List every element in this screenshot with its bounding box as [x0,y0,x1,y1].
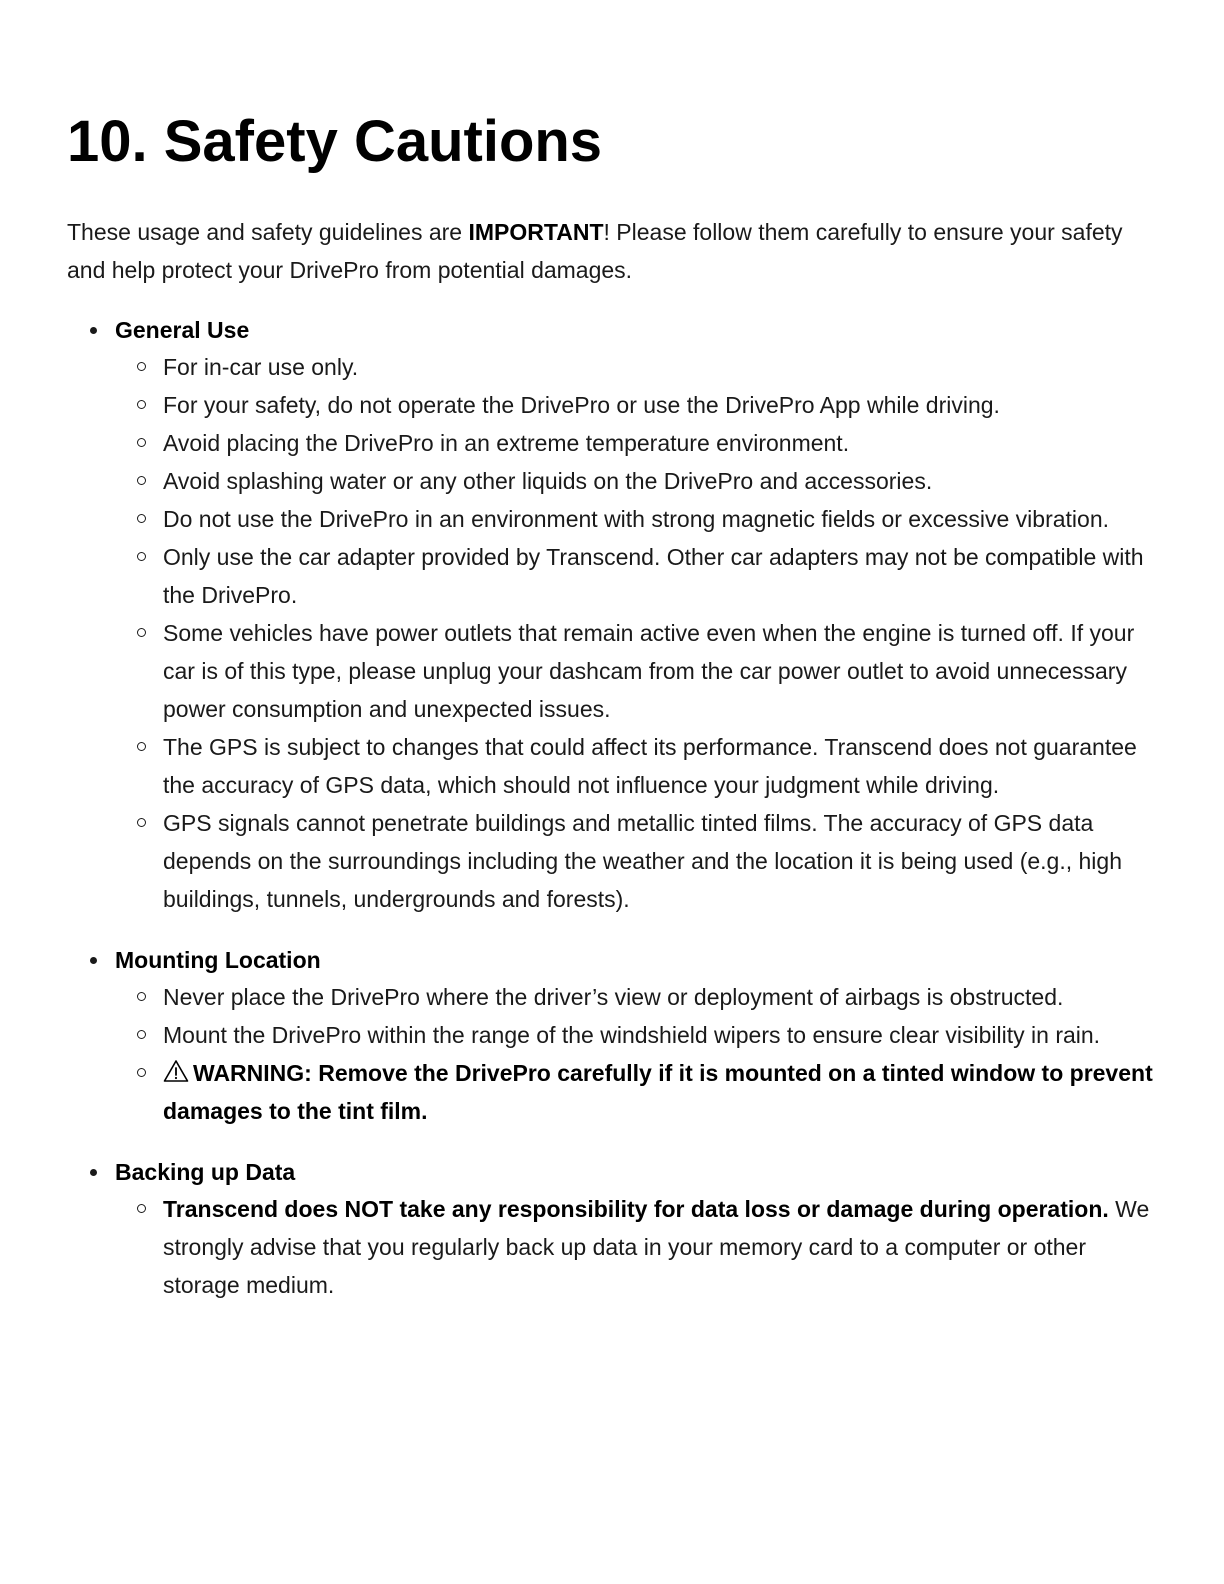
section-title: General Use [115,317,250,343]
list-item: Some vehicles have power outlets that remain active even when the engine is turned off. If your car is of this type, please unplug your dashcam from the car power outlet to avoid unnecessary power consumption and unexpected issues. [115,614,1153,728]
warning-text: WARNING: Remove the DrivePro carefully if it is mounted on a tinted window to prevent damages to the tint film. [163,1060,1153,1124]
list-item: Avoid placing the DrivePro in an extreme temperature environment. [115,424,1153,462]
list-item: The GPS is subject to changes that could affect its performance. Transcend does not guarantee the accuracy of GPS data, which should not influence your judgment while driving. [115,728,1153,804]
section-title: Backing up Data [115,1159,296,1185]
list-item: Never place the DrivePro where the driver’s view or deployment of airbags is obstructed. [115,978,1153,1016]
list-item [115,1190,1153,1304]
warning-item [115,1054,1153,1130]
intro-text-before: These usage and safety guidelines are [67,219,469,245]
backup-bold-text: Transcend does NOT take any responsibility for data loss or damage during operation. [163,1196,1109,1222]
general-use-items [115,348,1157,918]
section-title: Mounting Location [115,947,321,973]
section-backing-up-data [67,1154,1157,1304]
list-item: For in-car use only. [115,348,1153,386]
list-item: Mount the DrivePro within the range of the windshield wipers to ensure clear visibility in rain. [115,1016,1153,1054]
section-general-use [67,312,1157,918]
warning-triangle-icon [163,1056,189,1080]
list-item: Avoid splashing water or any other liquids on the DrivePro and accessories. [115,462,1153,500]
list-item: Do not use the DrivePro in an environment with strong magnetic fields or excessive vibration. [115,500,1153,538]
list-item: Only use the car adapter provided by Transcend. Other car adapters may not be compatible with the DrivePro. [115,538,1153,614]
list-item: GPS signals cannot penetrate buildings and metallic tinted films. The accuracy of GPS data depends on the surroundings including the weather and the location it is being used (e.g., high buildings, tunnels, undergrounds and forests). [115,804,1153,918]
intro-paragraph [67,213,1147,289]
list-item: For your safety, do not operate the DrivePro or use the DrivePro App while driving. [115,386,1153,424]
intro-text-after: ! Please follow them carefully to ensure your safety and help protect your DrivePro from potential damages. [67,219,1123,283]
backup-text: We strongly advise that you regularly back up data in your memory card to a computer or other storage medium. [163,1196,1150,1298]
backing-up-data-items [115,1190,1157,1304]
section-mounting-location [67,942,1157,1130]
sections-list [67,312,1157,1328]
intro-emphasis: IMPORTANT [468,219,604,245]
page-title: 10. Safety Cautions [67,109,603,174]
mounting-location-items [115,978,1157,1130]
